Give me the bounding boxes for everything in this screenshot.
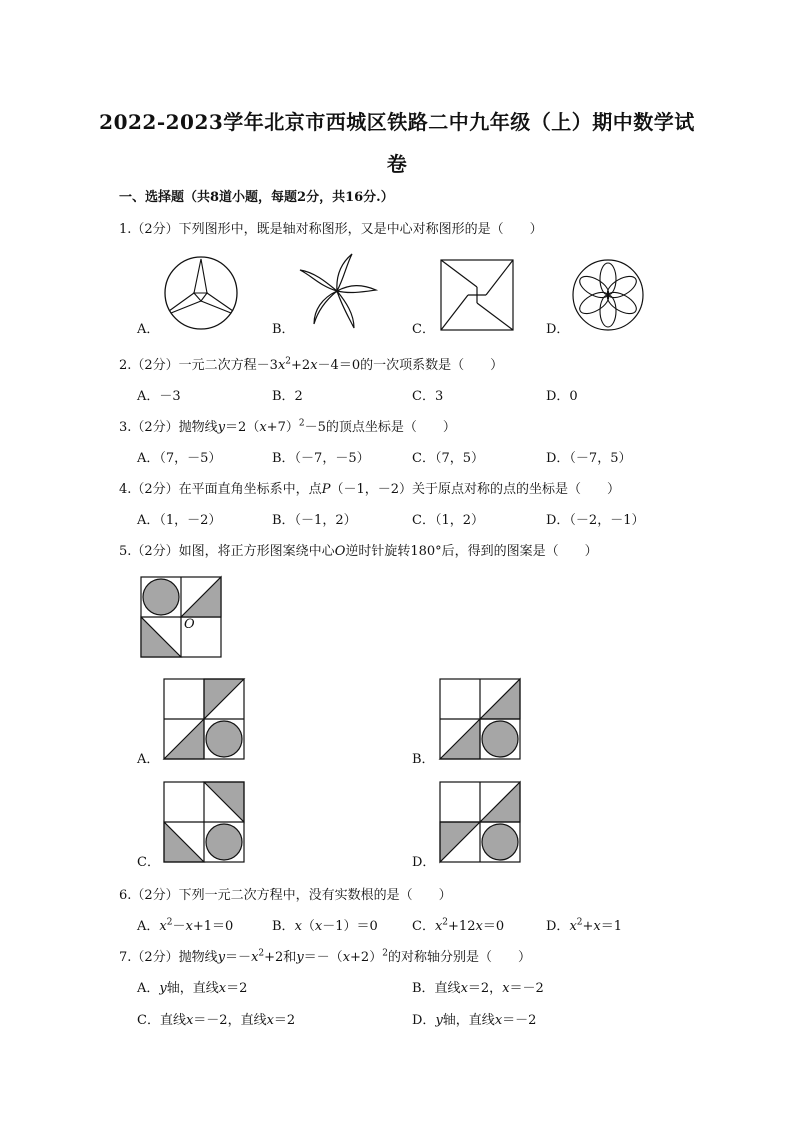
question-5-label-c: C．: [137, 855, 160, 870]
question-7-stem: 7.（2分）抛物线$y=-x^2+2$和$y=-(x+2)^2$的对称轴分别是（ ）: [119, 948, 531, 965]
question-5-figure-c: [163, 781, 245, 863]
question-2-stem: 2.（2分）一元二次方程$-3x^2+2x-4=0$的一次项系数是（ ）: [119, 356, 504, 373]
section-heading: 一、选择题（共8道小题，每题2分，共16分.）: [119, 190, 394, 205]
question-5-figure-a: [163, 678, 245, 760]
question-6-option-c: C．$x^2+12x=0$: [412, 917, 505, 934]
question-5-stem: 5.（2分）如图，将正方形图案绕中心O逆时针旋转180°后，得到的图案是（ ）: [119, 544, 598, 559]
figure-1b: [296, 252, 378, 330]
question-7-option-a: A．y轴，直线x＝2: [137, 981, 248, 996]
question-1-stem: 1.（2分）下列图形中，既是轴对称图形，又是中心对称图形的是（ ）: [119, 222, 543, 237]
question-3-option-d: D．（－7，5）: [546, 451, 632, 466]
question-2-option-d: D．0: [546, 389, 578, 404]
question-4-option-c: C．（1，2）: [412, 513, 484, 528]
question-3-stem: 3.（2分）抛物线$y=2(x+7)^2-5$的顶点坐标是（ ）: [119, 418, 456, 435]
center-o-label: O: [184, 617, 195, 632]
question-2-option-c: C．3: [412, 389, 444, 404]
question-5-figure-b: [439, 678, 521, 760]
question-2-option-b: B．2: [272, 389, 303, 404]
question-5-label-d: D．: [412, 855, 436, 870]
exam-title-continued: 卷: [386, 152, 408, 176]
question-6-option-d: D．$x^2+x=1$: [546, 917, 623, 934]
figure-1a: [163, 255, 239, 331]
question-4-option-a: A．（1，－2）: [137, 513, 222, 528]
question-2-option-a: A．－3: [137, 389, 181, 404]
question-5-label-b: B．: [412, 752, 435, 767]
question-3-option-a: A．（7，－5）: [137, 451, 222, 466]
question-6-option-b: B．x（x－1）＝0: [272, 919, 378, 934]
question-1-label-a: A．: [137, 322, 160, 337]
question-6-option-a: A．$x^2-x+1=0$: [137, 917, 234, 934]
figure-1d: [572, 259, 644, 331]
question-4-option-d: D．（－2，－1）: [546, 513, 645, 528]
exam-title: 2022-2023学年北京市西城区铁路二中九年级（上）期中数学试: [99, 110, 695, 134]
question-1-label-c: C．: [412, 322, 435, 337]
question-7-option-b: B．直线x＝2，x＝－2: [412, 981, 544, 996]
question-4-option-b: B．（－1，2）: [272, 513, 357, 528]
question-3-option-b: B．（－7，－5）: [272, 451, 370, 466]
question-5-original-figure: [140, 576, 222, 658]
question-6-stem: 6.（2分）下列一元二次方程中，没有实数根的是（ ）: [119, 888, 452, 903]
question-7-option-c: C．直线x＝－2，直线x＝2: [137, 1013, 296, 1028]
question-3-option-c: C．（7，5）: [412, 451, 484, 466]
question-5-label-a: A．: [137, 752, 160, 767]
question-7-option-d: D．y轴，直线x＝－2: [412, 1013, 537, 1028]
question-4-stem: 4.（2分）在平面直角坐标系中，点P（－1，－2）关于原点对称的点的坐标是（ ）: [119, 482, 620, 497]
question-1-label-b: B．: [272, 322, 295, 337]
figure-1c: [440, 259, 514, 331]
question-1-label-d: D．: [546, 322, 570, 337]
question-5-figure-d: [439, 781, 521, 863]
